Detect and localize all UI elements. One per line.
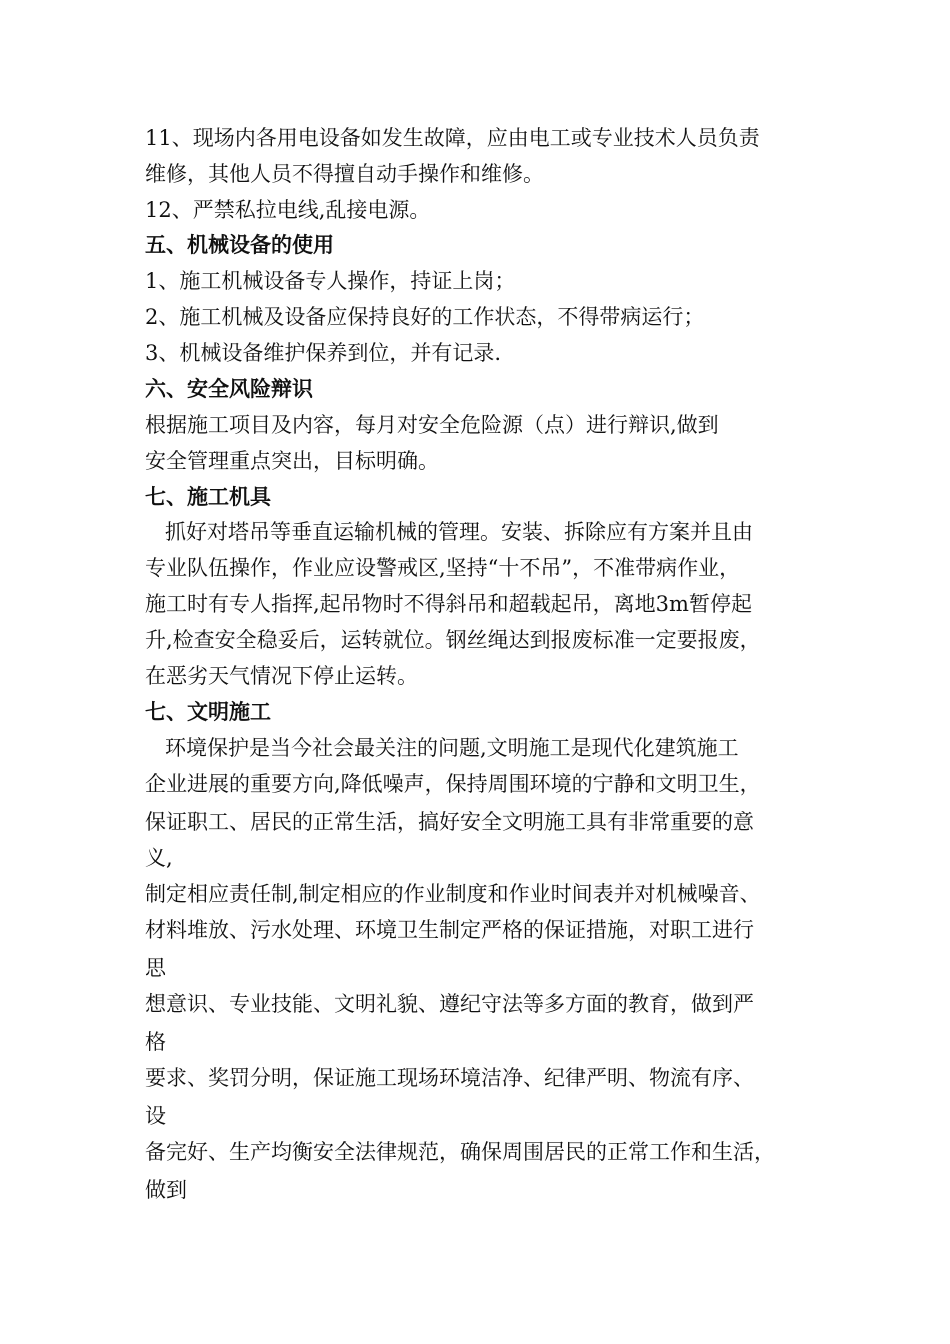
body-line: 3、机械设备维护保养到位，并有记录.	[145, 341, 502, 365]
body-line: 维修，其他人员不得擅自动手操作和维修。	[145, 162, 544, 186]
section-heading: 五、机械设备的使用	[145, 233, 334, 257]
body-line: 安全管理重点突出，目标明确。	[145, 449, 439, 473]
section-heading: 六、安全风险辩识	[145, 377, 313, 401]
body-line: 义,	[145, 846, 173, 870]
body-line: 升,检查安全稳妥后，运转就位。钢丝绳达到报废标准一定要报废，	[145, 628, 761, 652]
body-line: 制定相应责任制,制定相应的作业制度和作业时间表并对机械噪音、	[145, 882, 761, 906]
body-line: 专业队伍操作，作业应设警戒区,坚持“十不吊”，不准带病作业，	[145, 556, 741, 580]
body-line: 施工时有专人指挥,起吊物时不得斜吊和超载起吊，离地3m暂停起	[145, 592, 752, 616]
body-line: 保证职工、居民的正常生活，搞好安全文明施工具有非常重要的意	[145, 810, 754, 834]
body-line: 企业进展的重要方向,降低噪声，保持周围环境的宁静和文明卫生，	[145, 772, 761, 796]
body-line: 格	[145, 1030, 166, 1054]
body-line: 12、严禁私拉电线,乱接电源。	[145, 198, 431, 222]
body-line: 材料堆放、污水处理、环境卫生制定严格的保证措施，对职工进行	[145, 918, 754, 942]
body-line: 想意识、专业技能、文明礼貌、遵纪守法等多方面的教育，做到严	[145, 992, 754, 1016]
body-line: 设	[145, 1104, 166, 1128]
paragraph-first-line: 环境保护是当今社会最关注的问题,文明施工是现代化建筑施工	[165, 736, 739, 760]
body-line: 思	[145, 956, 166, 980]
paragraph-first-line: 抓好对塔吊等垂直运输机械的管理。安装、拆除应有方案并且由	[165, 520, 753, 544]
body-line: 1、施工机械设备专人操作，持证上岗；	[145, 269, 516, 293]
body-line: 2、施工机械及设备应保持良好的工作状态，不得带病运行；	[145, 305, 705, 329]
body-line: 11、现场内各用电设备如发生故障，应由电工或专业技术人员负责	[145, 126, 760, 150]
body-line: 做到	[145, 1178, 187, 1202]
section-heading: 七、文明施工	[145, 700, 271, 724]
section-heading: 七、施工机具	[145, 485, 271, 509]
body-line: 备完好、生产均衡安全法律规范，确保周围居民的正常工作和生活，	[145, 1140, 775, 1164]
body-line: 在恶劣天气情况下停止运转。	[145, 664, 418, 688]
body-line: 根据施工项目及内容，每月对安全危险源（点）进行辩识,做到	[145, 413, 719, 437]
body-line: 要求、奖罚分明，保证施工现场环境洁净、纪律严明、物流有序、	[145, 1066, 754, 1090]
